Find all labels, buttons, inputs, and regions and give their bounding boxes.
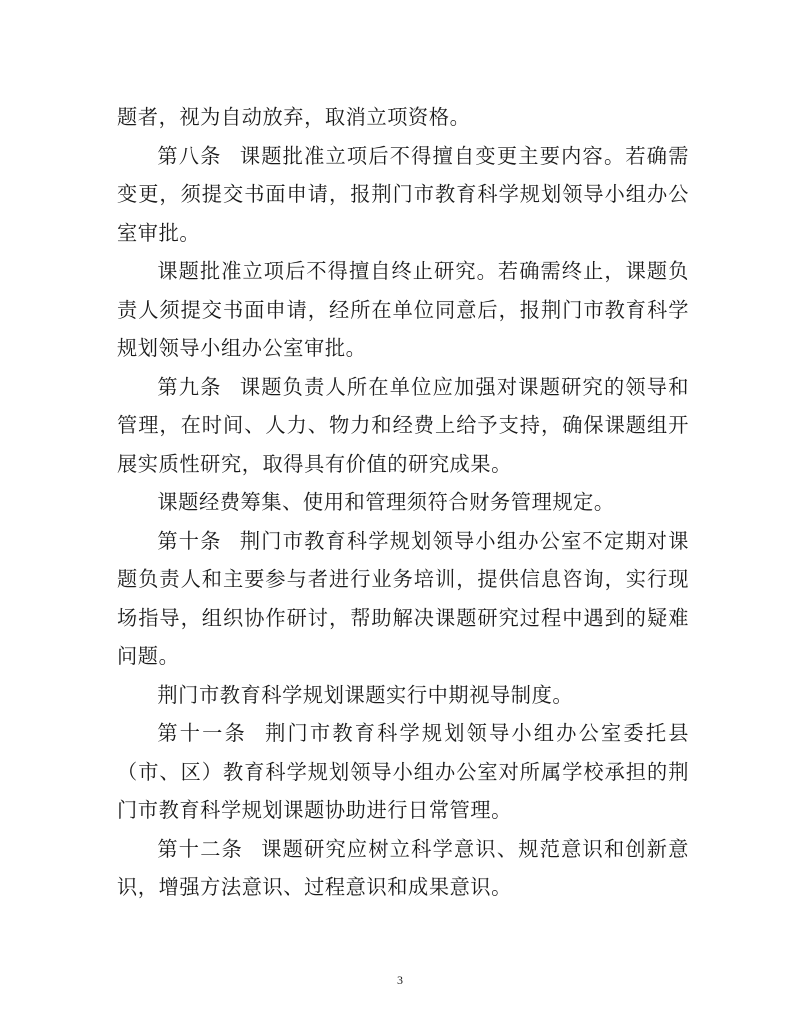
paragraph-article-11: [117, 714, 689, 830]
paragraph-text: 课题批准立项后不得擅自变更主要内容。若确需变更，须提交书面申请，报荆门市教育科学规划领导小组办公室审批。: [117, 143, 689, 245]
paragraph-text: 题者，视为自动放弃，取消立项资格。: [117, 105, 471, 129]
page-number: 3: [397, 973, 403, 987]
document-body: [117, 98, 689, 907]
article-number: 第十一条: [157, 721, 247, 745]
paragraph-article-12: [117, 830, 689, 907]
paragraph-text: 课题负责人所在单位应加强对课题研究的领导和管理，在时间、人力、物力和经费上给予支持，确保课题组开展实质性研究，取得具有价值的研究成果。: [117, 374, 689, 476]
article-number: 第九条: [157, 374, 222, 399]
paragraph-text: 荆门市教育科学规划领导小组办公室委托县（市、区）教育科学规划领导小组办公室对所属学校承担的荆门市教育科学规划课题协助进行日常管理。: [117, 721, 689, 822]
paragraph: [117, 676, 689, 715]
paragraph-text: 课题批准立项后不得擅自终止研究。若确需终止，课题负责人须提交书面申请，经所在单位同意后，报荆门市教育科学规划领导小组办公室审批。: [117, 259, 689, 360]
article-number: 第十条: [157, 528, 222, 553]
article-number: 第八条: [157, 143, 222, 168]
paragraph-text: 荆门市教育科学规划课题实行中期视导制度。: [157, 682, 574, 707]
paragraph-article-8: [117, 137, 689, 253]
paragraph: [117, 483, 689, 522]
article-number: 第十二条: [157, 836, 244, 861]
paragraph: [117, 98, 689, 137]
paragraph-text: 课题经费筹集、使用和管理须符合财务管理规定。: [157, 490, 615, 514]
paragraph-article-9: [117, 368, 689, 484]
paragraph-text: 课题研究应树立科学意识、规范意识和创新意识，增强方法意识、过程意识和成果意识。: [117, 836, 689, 899]
paragraph-article-10: [117, 522, 689, 676]
paragraph-text: 荆门市教育科学规划领导小组办公室不定期对课题负责人和主要参与者进行业务培训，提供信息咨询，实行现场指导，组织协作研讨，帮助解决课题研究过程中遇到的疑难问题。: [117, 528, 689, 668]
paragraph: [117, 252, 689, 368]
